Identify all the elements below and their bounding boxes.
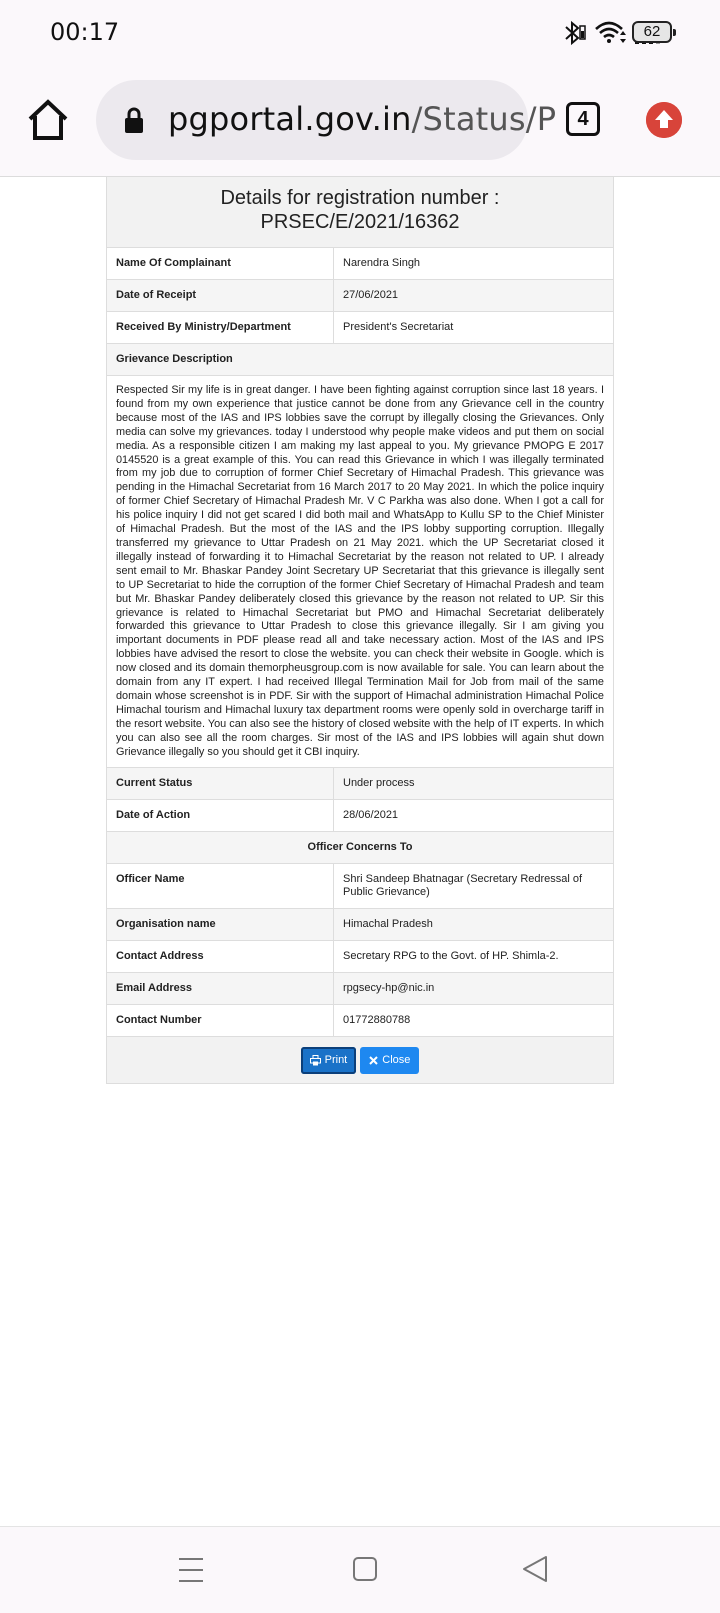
table-row [107, 248, 614, 280]
complainant-value: Narendra Singh [334, 248, 614, 280]
action-date-value: 28/06/2021 [334, 800, 614, 832]
battery-icon: 62 [632, 21, 672, 43]
table-row [107, 312, 614, 344]
update-icon[interactable] [646, 102, 682, 138]
lock-icon [124, 106, 144, 134]
tab-switcher-button[interactable]: 4 [566, 102, 600, 136]
table-row [107, 832, 614, 864]
received-by-label: Received By Ministry/Department [107, 312, 334, 344]
close-icon [369, 1056, 378, 1065]
printer-icon [310, 1055, 321, 1066]
contact-number-label: Contact Number [107, 1005, 334, 1037]
table-row [107, 376, 614, 768]
officer-section-heading: Officer Concerns To [107, 832, 614, 864]
details-table [106, 247, 614, 1037]
table-row [107, 1005, 614, 1037]
complainant-label: Name Of Complainant [107, 248, 334, 280]
officer-name-label: Officer Name [107, 864, 334, 909]
received-by-value: President's Secretariat [334, 312, 614, 344]
grievance-description-text: Respected Sir my life is in great danger. I have been fighting against corruption since last 18 years. I found from my own experience that justice cannot be done from any Grievance cell in the country because most of the IAS and IPS lobbies save the corrupt by illegally closing the Grievances. Only media can solve my grievances. today I understood why people make videos and put them on social media. As a responsible citizen I am making my last appeal to you. My grievance PMOPG E 2017 0145520 is a great example of this. You can read this Grievance in which I was illegally terminated from my job due to corruption of former Chief Secretary of Himachal Pradesh. This grievance was pending in the Himachal Secretariat from 16 March 2017 to 20 May 2021. In which the police inquiry of former Chief Secretary of Himachal Pradesh Mr. V C Parkha was also done. When I got a call for his police inquiry I did not get scared I did both mail and WhatsApp to Kullu SP to the Chief Minister of Himachal Pradesh. But the most of the IAS and the IPS lobby supporting corruption. Illegally transferred my grievance to Uttar Pradesh on 21 May 2021. which the UP Secretariat closed it illegally instead of forwarding it to Himachal Secretariat by the reason not related to UP. I already sent email to Mr. Bhaskar Pandey Joint Secretary UP Secretariat that this grievance is illegally sent to UP Secretariat to hide the corruption of the former Chief Secretary of Himachal Pradesh and team but Mr. Bhaskar Pandey deliberately closed this grievance by the reason not related to UP. Sir this grievance is related to Himachal Secretariat but PMO and Himachal Secretariat deliberately forwarded this grievance to Uttar Pradesh to close this grievance illegally. Sir I am giving you important documents in PDF please read all and take necessary action. Most of the IAS and IPS lobbies have advised the resort to close the website. you can check their website in Google. which is now closed and its domain themorpheusgroup.com is now available for sale. You can learn about the domain from any IT expert. I had received Illegal Termination Mail for Job from mail of the same domain whose screenshot is in PDF. Sir with the support of Himachal administration Himachal Police Himachal tourism and Himachal luxury tax department rooms were openly sold in overcharge tariff in the resort website. You can also see the history of closed website with the help of IT experts. In which you can also see all the room charges. Sir most of the IAS and IPS lobbies will again shut down Grievance illegally so you should get it CBI inquiry. [107, 376, 614, 768]
organisation-value: Himachal Pradesh [334, 909, 614, 941]
receipt-date-value: 27/06/2021 [334, 280, 614, 312]
action-date-label: Date of Action [107, 800, 334, 832]
print-button-label: Print [324, 1054, 348, 1067]
contact-address-value: Secretary RPG to the Govt. of HP. Shimla-2. [334, 941, 614, 973]
bluetooth-icon [562, 20, 586, 46]
system-nav-bar [0, 1526, 720, 1613]
organisation-label: Organisation name [107, 909, 334, 941]
table-row [107, 941, 614, 973]
contact-number-value: 01772880788 [334, 1005, 614, 1037]
contact-address-label: Contact Address [107, 941, 334, 973]
page-title [106, 177, 614, 247]
table-row [107, 768, 614, 800]
title-line-1: Details for registration number : [220, 187, 500, 209]
back-icon[interactable] [522, 1555, 548, 1583]
home-icon[interactable] [26, 98, 70, 142]
registration-number: PRSEC/E/2021/16362 [260, 211, 460, 233]
address-bar[interactable] [96, 80, 557, 160]
table-row [107, 344, 614, 376]
status-time: 00:17 [50, 18, 120, 46]
grievance-description-label: Grievance Description [107, 344, 614, 376]
current-status-label: Current Status [107, 768, 334, 800]
url-path: /Status/P [411, 100, 557, 138]
email-label: Email Address [107, 973, 334, 1005]
close-button-label: Close [382, 1054, 411, 1067]
print-button[interactable] [301, 1047, 357, 1074]
table-row [107, 864, 614, 909]
browser-toolbar [0, 64, 720, 177]
grievance-details [106, 177, 614, 1084]
table-row [107, 973, 614, 1005]
current-status-value: Under process [334, 768, 614, 800]
wifi-icon [594, 20, 626, 46]
action-buttons [106, 1037, 614, 1084]
url-host: pgportal.gov.in [168, 100, 412, 138]
receipt-date-label: Date of Receipt [107, 280, 334, 312]
table-row [107, 280, 614, 312]
menu-icon[interactable] [178, 1557, 204, 1583]
home-nav-icon[interactable] [352, 1556, 378, 1582]
close-button[interactable] [360, 1047, 419, 1074]
table-row [107, 909, 614, 941]
url-text[interactable] [168, 100, 556, 138]
table-row [107, 800, 614, 832]
officer-name-value: Shri Sandeep Bhatnagar (Secretary Redressal of Public Grievance) [334, 864, 614, 909]
email-value: rpgsecy-hp@nic.in [334, 973, 614, 1005]
status-bar [0, 0, 720, 64]
